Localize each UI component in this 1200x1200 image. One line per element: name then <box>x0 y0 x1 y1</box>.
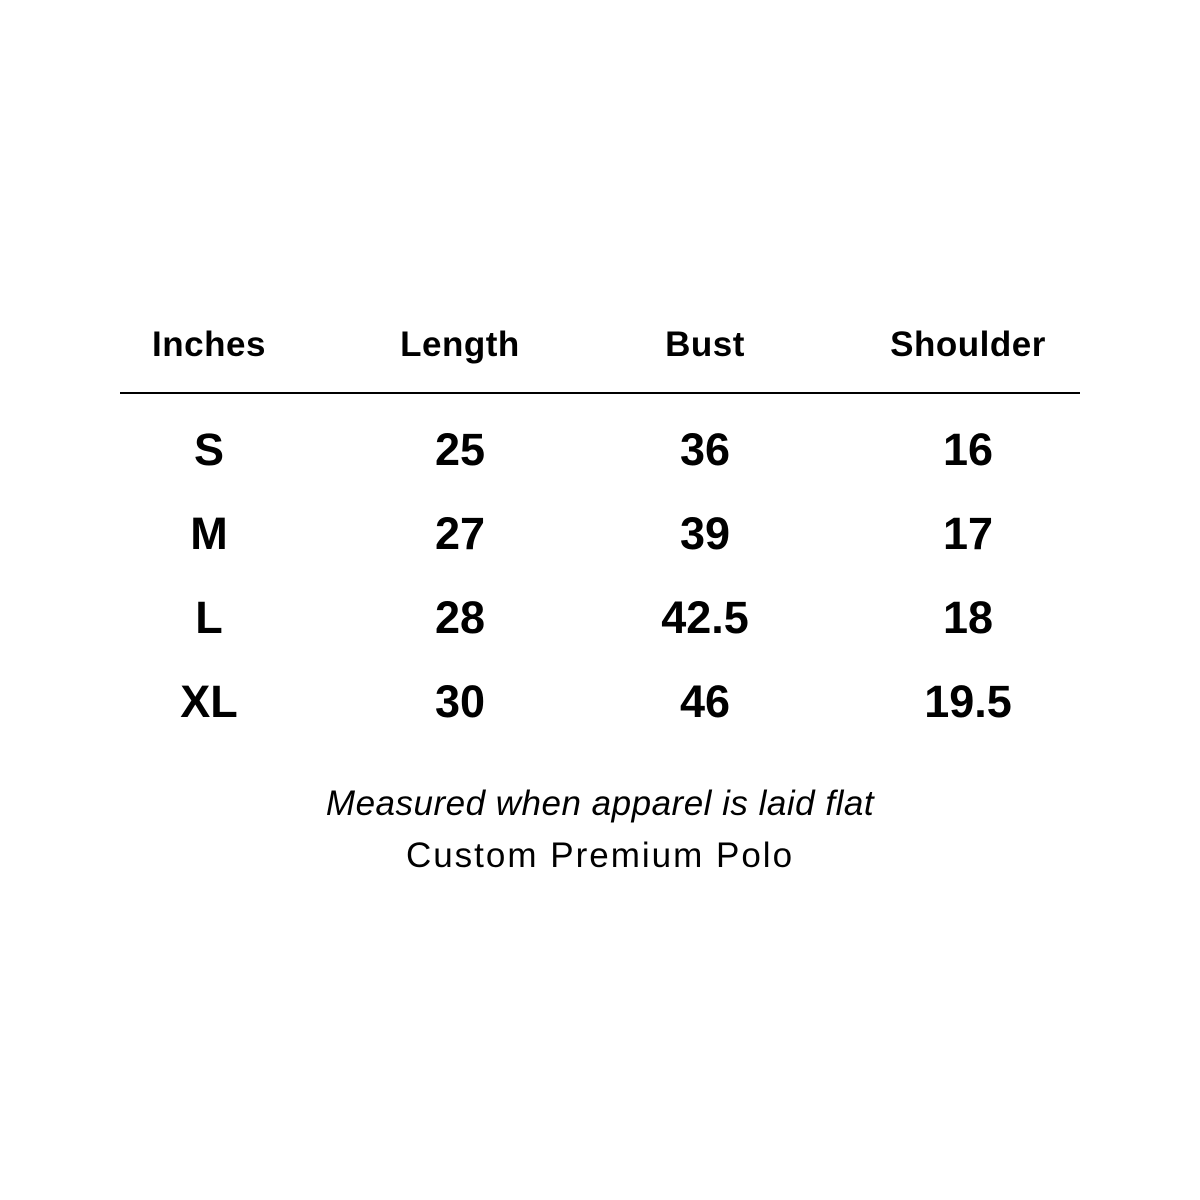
bust-cell: 42.5 <box>661 592 749 643</box>
length-cell: 28 <box>434 592 486 643</box>
size-cell: M <box>190 508 228 559</box>
shoulder-cell: 18 <box>942 592 994 643</box>
bust-cell: 39 <box>679 508 731 559</box>
length-cell: 27 <box>434 508 486 559</box>
length-cell: 30 <box>434 676 486 727</box>
table-header-row <box>120 320 1080 370</box>
header-length: Length <box>400 325 520 364</box>
size-chart-table <box>120 320 1080 727</box>
table-row <box>120 672 1080 732</box>
table-row <box>120 588 1080 648</box>
table-row <box>120 504 1080 564</box>
bust-cell: 46 <box>679 676 731 727</box>
product-name: Custom Premium Polo <box>405 836 795 875</box>
length-cell: 25 <box>434 424 486 475</box>
header-shoulder: Shoulder <box>890 325 1046 364</box>
size-cell: L <box>195 592 223 643</box>
size-cell: XL <box>180 676 238 727</box>
size-cell: S <box>193 424 224 475</box>
header-divider <box>120 392 1080 394</box>
measurement-note: Measured when apparel is laid flat <box>325 784 875 823</box>
bust-cell: 36 <box>679 424 731 475</box>
table-row <box>120 420 1080 480</box>
header-bust: Bust <box>665 325 745 364</box>
header-inches: Inches <box>152 325 266 364</box>
shoulder-cell: 19.5 <box>924 676 1012 727</box>
shoulder-cell: 17 <box>942 508 994 559</box>
shoulder-cell: 16 <box>942 424 994 475</box>
